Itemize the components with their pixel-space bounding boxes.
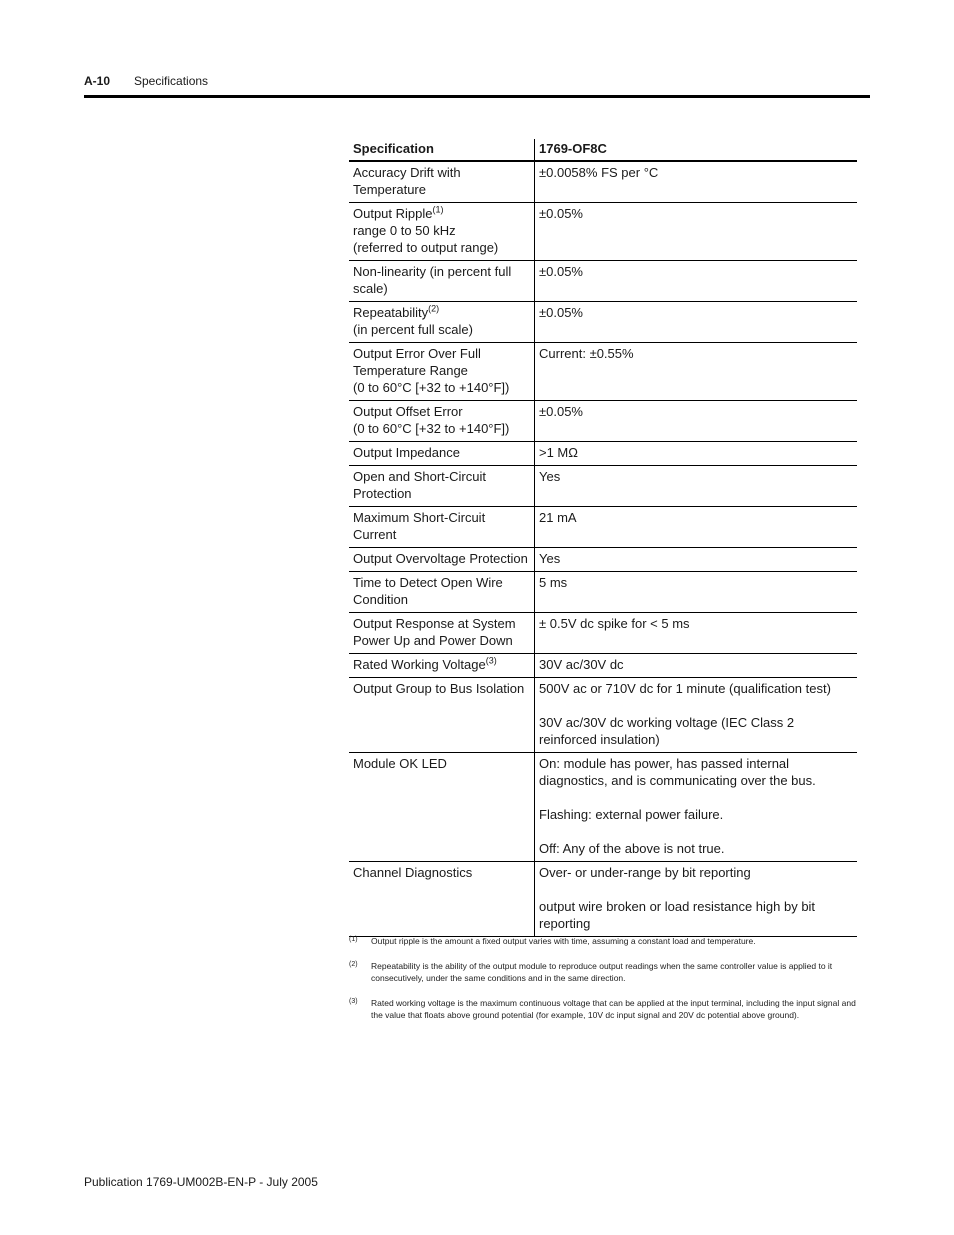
spec-value-paragraph: Off: Any of the above is not true. xyxy=(539,841,725,856)
table-row xyxy=(349,442,857,466)
spec-name-line: (0 to 60°C [+32 to +140°F]) xyxy=(353,380,510,395)
spec-value-paragraph: 30V ac/30V dc xyxy=(539,657,624,672)
spec-name-line: (referred to output range) xyxy=(353,240,499,255)
footnote xyxy=(349,997,859,1021)
spec-name-cell xyxy=(349,442,535,466)
footnote-mark: (2) xyxy=(349,961,358,968)
spec-name-line: Maximum Short-Circuit Current xyxy=(353,510,486,542)
spec-value-paragraph: >1 MΩ xyxy=(539,445,578,460)
spec-value-cell xyxy=(535,753,858,862)
spec-name-cell xyxy=(349,161,535,203)
footnote-ref: (2) xyxy=(428,303,440,314)
spec-value-paragraph: Yes xyxy=(539,469,561,484)
table-row xyxy=(349,548,857,572)
section-title: Specifications xyxy=(134,74,209,88)
spec-name-cell xyxy=(349,507,535,548)
spec-name-cell xyxy=(349,302,535,343)
table-row xyxy=(349,572,857,613)
spec-value-paragraph: ± 0.5V dc spike for < 5 ms xyxy=(539,616,690,631)
table-row xyxy=(349,753,857,862)
spec-value-paragraph: output wire broken or load resistance high by bit reporting xyxy=(539,899,816,931)
spec-name-cell xyxy=(349,753,535,862)
column-header-specification: Specification xyxy=(349,139,535,161)
spec-value-cell xyxy=(535,654,858,678)
table-row xyxy=(349,343,857,401)
spec-name-line: Output Group to Bus Isolation xyxy=(353,681,525,696)
spec-value-cell xyxy=(535,572,858,613)
spec-value-paragraph: 30V ac/30V dc working voltage (IEC Class 2 reinforced insulation) xyxy=(539,715,795,747)
specifications-table xyxy=(349,139,857,937)
spec-value-cell xyxy=(535,261,858,302)
spec-value-cell xyxy=(535,203,858,261)
spec-name-line: (0 to 60°C [+32 to +140°F]) xyxy=(353,421,510,436)
table-row xyxy=(349,401,857,442)
spec-value-paragraph: ±0.0058% FS per °C xyxy=(539,165,659,180)
table-row xyxy=(349,203,857,261)
footnote-text: Rated working voltage is the maximum continuous voltage that can be applied at the input terminal, including the input signal and the value that floats above ground potential (for example, 10V dc input signal and 20V dc potential above ground). xyxy=(371,998,856,1020)
spec-value-paragraph: On: module has power, has passed internal diagnostics, and is communicating over the bus. xyxy=(539,756,816,788)
spec-name-line: Time to Detect Open Wire Condition xyxy=(353,575,503,607)
column-header-model: 1769-OF8C xyxy=(535,139,858,161)
table-body xyxy=(349,161,857,937)
spec-value-paragraph: Current: ±0.55% xyxy=(539,346,634,361)
table-row xyxy=(349,466,857,507)
spec-value-paragraph: Yes xyxy=(539,551,561,566)
page-footer: Publication 1769-UM002B-EN-P - July 2005 xyxy=(84,1175,318,1189)
footnote-mark: (3) xyxy=(349,998,358,1005)
table-row xyxy=(349,261,857,302)
table-header-row xyxy=(349,139,857,161)
spec-value-cell xyxy=(535,302,858,343)
spec-name-cell xyxy=(349,466,535,507)
spec-value-cell xyxy=(535,442,858,466)
spec-name-line: Repeatability xyxy=(353,305,429,320)
spec-value-cell xyxy=(535,613,858,654)
spec-name-line: Module OK LED xyxy=(353,756,447,771)
spec-name-cell xyxy=(349,654,535,678)
table-row xyxy=(349,161,857,203)
spec-value-cell xyxy=(535,466,858,507)
spec-name-line: (in percent full scale) xyxy=(353,322,473,337)
page-number: A-10 xyxy=(84,74,111,88)
spec-value-paragraph: ±0.05% xyxy=(539,404,583,419)
spec-value-cell xyxy=(535,507,858,548)
table-row xyxy=(349,862,857,937)
table-row xyxy=(349,507,857,548)
spec-name-line: Output Impedance xyxy=(353,445,460,460)
page-header xyxy=(84,73,869,89)
spec-value-cell xyxy=(535,343,858,401)
spec-value-paragraph: 500V ac or 710V dc for 1 minute (qualification test) xyxy=(539,681,831,696)
spec-value-paragraph: 5 ms xyxy=(539,575,568,590)
footnote-ref: (1) xyxy=(432,204,444,215)
spec-value-cell xyxy=(535,862,858,937)
spec-name-line: Output Error Over Full Temperature Range xyxy=(353,346,481,378)
spec-value-cell xyxy=(535,548,858,572)
spec-name-line: Accuracy Drift with Temperature xyxy=(353,165,461,197)
spec-name-cell xyxy=(349,548,535,572)
spec-name-line: range 0 to 50 kHz xyxy=(353,223,456,238)
spec-name-line: Output Response at System Power Up and Power Down xyxy=(353,616,516,648)
spec-name-cell xyxy=(349,678,535,753)
header-rule xyxy=(84,95,870,98)
spec-value-paragraph: Flashing: external power failure. xyxy=(539,807,724,822)
spec-name-cell xyxy=(349,261,535,302)
footnote xyxy=(349,935,859,947)
footnote xyxy=(349,960,859,984)
spec-name-cell xyxy=(349,401,535,442)
footnote-text: Output ripple is the amount a fixed output varies with time, assuming a constant load and temperature. xyxy=(371,936,756,946)
spec-name-cell xyxy=(349,572,535,613)
table-row xyxy=(349,613,857,654)
table-row xyxy=(349,678,857,753)
spec-name-cell xyxy=(349,613,535,654)
table-row xyxy=(349,302,857,343)
spec-value-cell xyxy=(535,161,858,203)
footnote-ref: (3) xyxy=(485,655,497,666)
spec-value-paragraph: Over- or under-range by bit reporting xyxy=(539,865,751,880)
spec-value-paragraph: ±0.05% xyxy=(539,264,583,279)
spec-value-paragraph: 21 mA xyxy=(539,510,577,525)
spec-name-line: Channel Diagnostics xyxy=(353,865,473,880)
spec-name-cell xyxy=(349,203,535,261)
spec-value-cell xyxy=(535,401,858,442)
spec-name-line: Output Overvoltage Protection xyxy=(353,551,528,566)
spec-name-line: Open and Short-Circuit Protection xyxy=(353,469,486,501)
spec-value-cell xyxy=(535,678,858,753)
spec-name-line: Non-linearity (in percent full scale) xyxy=(353,264,512,296)
footnotes xyxy=(349,935,859,1034)
spec-name-cell xyxy=(349,343,535,401)
spec-value-paragraph: ±0.05% xyxy=(539,305,583,320)
spec-value-paragraph: ±0.05% xyxy=(539,206,583,221)
table-row xyxy=(349,654,857,678)
spec-name-cell xyxy=(349,862,535,937)
spec-name-line: Rated Working Voltage xyxy=(353,657,486,672)
spec-name-line: Output Offset Error xyxy=(353,404,463,419)
footnote-text: Repeatability is the ability of the output module to reproduce output readings when the same controller value is applied to it consecutively, under the same conditions and in the same direction. xyxy=(371,961,833,983)
footnote-mark: (1) xyxy=(349,936,358,943)
spec-name-line: Output Ripple xyxy=(353,206,433,221)
